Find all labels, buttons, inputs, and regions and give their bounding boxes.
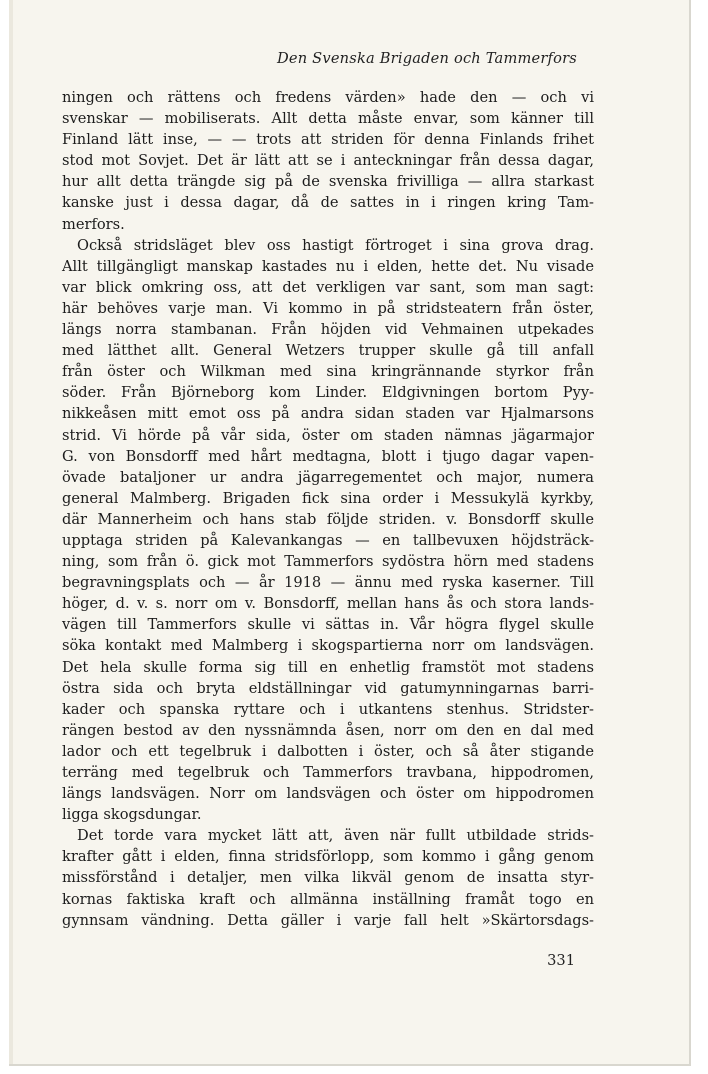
text-line: general Malmberg. Brigaden fick sina order i Messukylä kyrkby,: [62, 489, 594, 507]
text-line: Allt tillgängligt manskap kastades nu i elden, hette det. Nu visade: [62, 257, 594, 275]
text-line: upptaga striden på Kalevankangas — en tallbevuxen höjdsträck-: [62, 531, 594, 549]
text-line: höger, d. v. s. norr om v. Bonsdorff, mellan hans ås och stora lands-: [62, 595, 594, 613]
running-header: Den Svenska Brigaden och Tammerfors: [277, 50, 577, 67]
text-line: östra sida och bryta eldställningar vid gatumynningarnas barri-: [62, 679, 594, 697]
text-line: längs landsvägen. Norr om landsvägen och öster om hippodromen: [62, 785, 594, 803]
text-line: kanske just i dessa dagar, då de sattes in i ringen kring Tam-: [62, 194, 594, 212]
text-line: ning, som från ö. gick mot Tammerfors sydöstra hörn med stadens: [62, 553, 594, 571]
paragraph: [62, 87, 594, 235]
book-page: [9, 0, 691, 1066]
text-line: terräng med tegelbruk och Tammerfors travbana, hippodromen,: [62, 764, 594, 781]
text-line: kader och spanska ryttare och i utkantens stenhus. Stridster-: [62, 700, 594, 718]
text-line: nikkeåsen mitt emot oss på andra sidan staden var Hjalmarsons: [62, 405, 594, 423]
paragraph: [62, 235, 594, 826]
text-line: Också stridsläget blev oss hastigt förtroget i sina grova drag.: [77, 236, 594, 254]
text-line: gynnsam vändning. Detta gäller i varje fall helt »Skärtorsdags-: [62, 911, 594, 929]
text-line: söka kontakt med Malmberg i skogspartierna norr om landsvägen.: [62, 637, 594, 655]
text-line: G. von Bonsdorff med hårt medtagna, blott i tjugo dagar vapen-: [62, 447, 594, 465]
text-line: krafter gått i elden, finna stridsförlopp, som kommo i gång genom: [62, 848, 594, 866]
text-line: lador och ett tegelbruk i dalbotten i öster, och så åter stigande: [62, 742, 594, 760]
text-line: söder. Från Björneborg kom Linder. Eldgivningen bortom Pyy-: [62, 384, 594, 402]
text-line: där Mannerheim och hans stab följde striden. v. Bonsdorff skulle: [62, 510, 594, 528]
page-edge: [9, 0, 13, 1064]
text-line: svenskar — mobiliserats. Allt detta måste envar, som känner till: [62, 110, 594, 128]
text-line: missförstånd i detaljer, men vilka likväl genom de insatta styr-: [62, 869, 594, 887]
text-line: med lätthet allt. General Wetzers trupper skulle gå till anfall: [62, 342, 594, 360]
text-line: var blick omkring oss, att det verkligen var sant, som man sagt:: [62, 278, 594, 296]
paragraph: [62, 825, 594, 930]
text-line: stod mot Sovjet. Det är lätt att se i anteckningar från dessa dagar,: [62, 152, 594, 170]
text-line: strid. Vi hörde på vår sida, öster om staden nämnas jägarmajor: [62, 426, 594, 444]
text-line: Det torde vara mycket lätt att, även när fullt utbildade strids-: [77, 827, 594, 845]
body-text: [62, 87, 594, 931]
text-line: ligga skogsdungar.: [62, 806, 202, 824]
text-line: rängen bestod av den nyssnämnda åsen, norr om den en dal med: [62, 721, 594, 739]
text-line: här behöves varje man. Vi kommo in på stridsteatern från öster,: [62, 299, 594, 317]
text-line: kornas faktiska kraft och allmänna inställning framåt togo en: [62, 890, 594, 908]
text-line: övade bataljoner ur andra jägarregementet och major, numera: [62, 468, 594, 486]
page-number: 331: [547, 952, 575, 969]
text-line: ningen och rättens och fredens värden» hade den — och vi: [62, 89, 594, 106]
text-line: från öster och Wilkman med sina kringrännande styrkor från: [62, 363, 594, 381]
text-line: merfors.: [62, 215, 125, 233]
text-line: Finland lätt inse, — — trots att striden för denna Finlands frihet: [62, 131, 594, 149]
text-line: Det hela skulle forma sig till en enhetlig framstöt mot stadens: [62, 658, 594, 676]
text-line: hur allt detta trängde sig på de svenska frivilliga — allra starkast: [62, 173, 594, 191]
text-line: begravningsplats och — år 1918 — ännu med ryska kaserner. Till: [62, 574, 594, 592]
text-line: längs norra stambanan. Från höjden vid Vehmainen utpekades: [62, 321, 594, 339]
text-line: vägen till Tammerfors skulle vi sättas in. Vår högra flygel skulle: [62, 616, 594, 634]
